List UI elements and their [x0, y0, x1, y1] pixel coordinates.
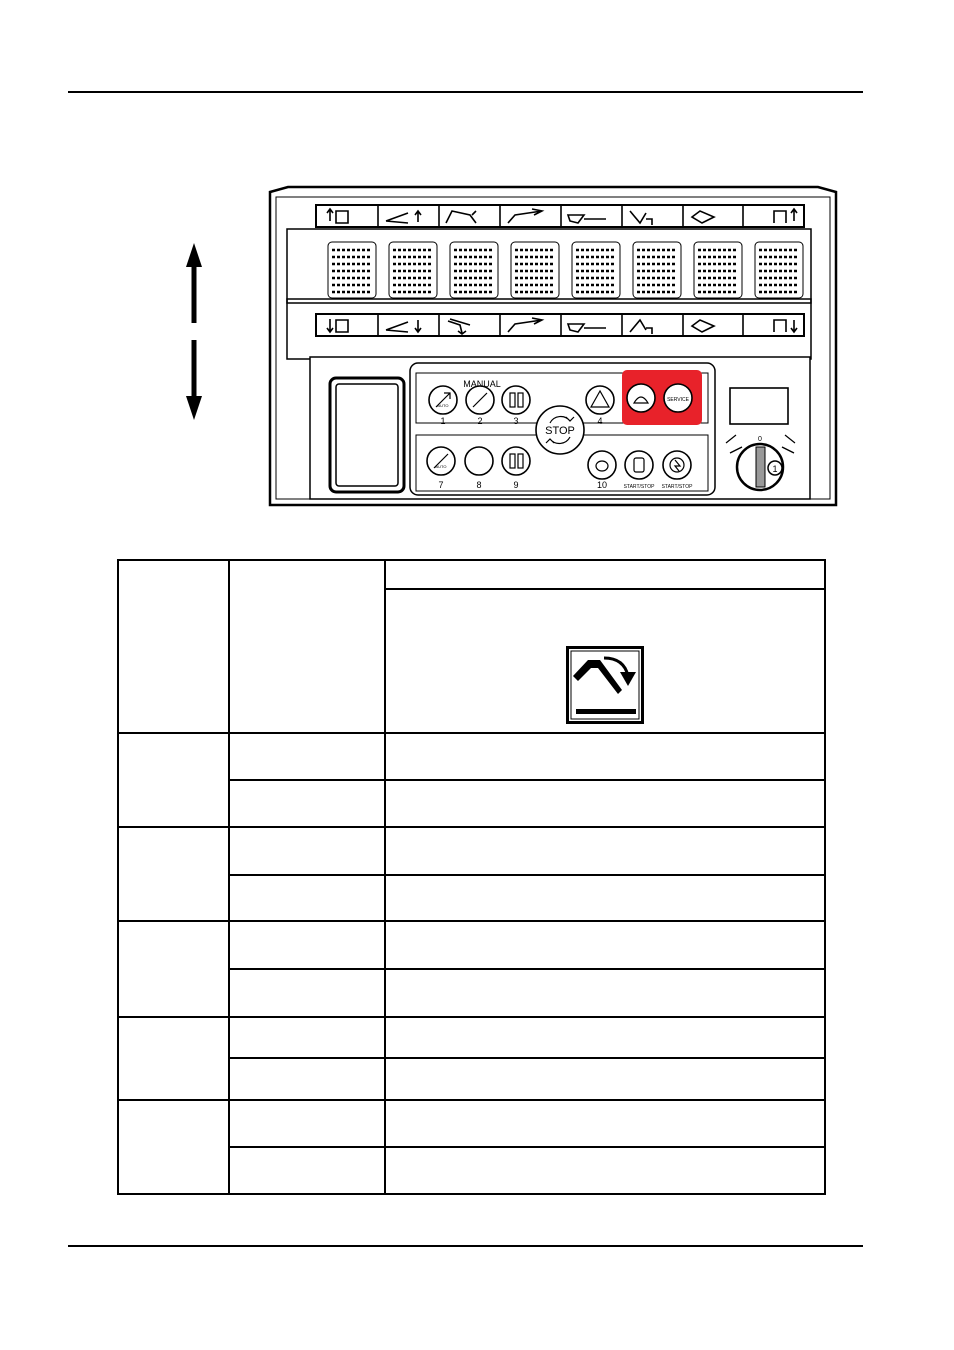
row-5-col-3 [385, 921, 825, 969]
start-stop-button-2[interactable] [663, 451, 691, 479]
auto-label-1: AUTO [437, 403, 449, 408]
row-3-col-2 [229, 827, 385, 875]
group-2-cell [118, 827, 229, 921]
button-number-4: 4 [597, 416, 603, 426]
service-label: SERVICE [667, 397, 689, 403]
header-cell-1 [118, 560, 229, 733]
start-stop-button-1[interactable] [625, 451, 653, 479]
key-position-0: 0 [758, 436, 762, 443]
button-8[interactable] [465, 447, 493, 475]
stop-label: STOP [545, 425, 575, 437]
auto-label-7: AUTO [435, 464, 447, 469]
row-5-col-2 [229, 921, 385, 969]
row-4-col-2 [229, 875, 385, 921]
key-position-1: 1 [772, 464, 778, 474]
manual-label: MANUAL [463, 379, 501, 389]
button-10[interactable] [588, 451, 616, 479]
row-8-col-2 [229, 1058, 385, 1100]
row-3-col-3 [385, 827, 825, 875]
row-2-col-2 [229, 780, 385, 827]
symbol-cell [385, 589, 825, 733]
start-stop-label-1: START/STOP [623, 484, 655, 490]
row-6-col-3 [385, 969, 825, 1017]
button-9[interactable] [502, 447, 530, 475]
up-down-arrow-icon [186, 243, 202, 420]
header-cell-2 [229, 560, 385, 733]
header-cell-3 [385, 560, 825, 589]
row-9-col-2 [229, 1100, 385, 1147]
boom-lower-symbol-icon [566, 646, 644, 724]
button-5[interactable] [627, 384, 655, 412]
group-4-cell [118, 1017, 229, 1100]
display-window [330, 378, 404, 492]
header-rule [68, 91, 863, 93]
button-number-1: 1 [440, 416, 446, 426]
button-number-2: 2 [477, 416, 483, 426]
row-10-col-3 [385, 1147, 825, 1194]
start-stop-label-2: START/STOP [661, 484, 693, 490]
row-6-col-2 [229, 969, 385, 1017]
group-3-cell [118, 921, 229, 1017]
group-1-cell [118, 733, 229, 827]
row-10-col-2 [229, 1147, 385, 1194]
button-number-9: 9 [513, 480, 519, 490]
row-1-col-3 [385, 733, 825, 780]
button-number-8: 8 [476, 480, 482, 490]
button-number-10: 10 [596, 480, 608, 490]
key-display [730, 388, 788, 424]
row-8-col-3 [385, 1058, 825, 1100]
row-1-col-2 [229, 733, 385, 780]
row-7-col-3 [385, 1017, 825, 1058]
row-4-col-3 [385, 875, 825, 921]
row-9-col-3 [385, 1100, 825, 1147]
row-2-col-3 [385, 780, 825, 827]
button-number-7: 7 [438, 480, 444, 490]
footer-rule [68, 1245, 863, 1247]
group-5-cell [118, 1100, 229, 1194]
button-3[interactable] [502, 386, 530, 414]
control-panel-figure [170, 185, 850, 515]
row-7-col-2 [229, 1017, 385, 1058]
button-number-3: 3 [513, 416, 519, 426]
function-table [117, 559, 826, 1195]
